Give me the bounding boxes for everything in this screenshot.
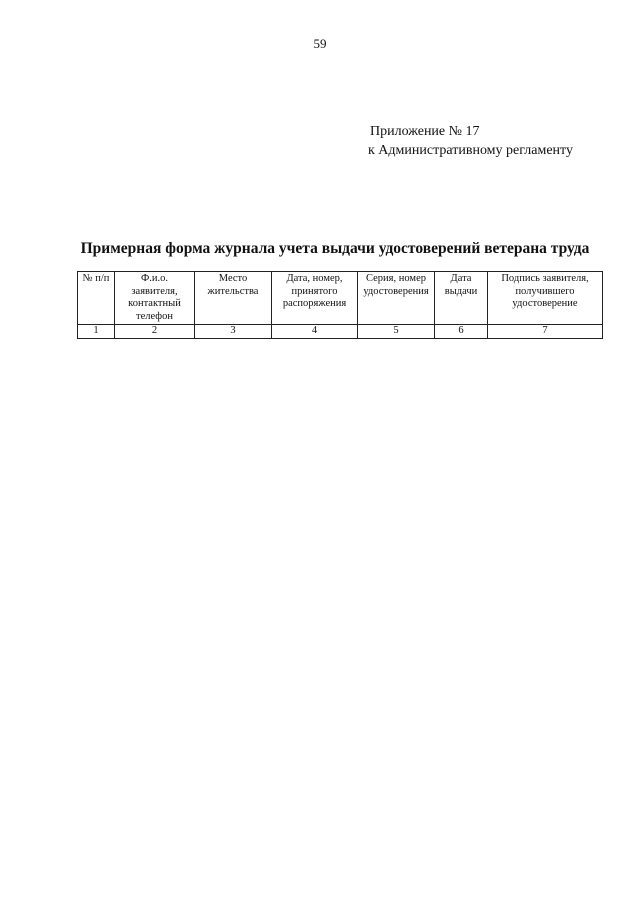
header-number: № п/п <box>78 272 115 325</box>
page-number: 59 <box>313 36 327 51</box>
column-number-cell: 7 <box>488 325 603 339</box>
document-title: Примерная форма журнала учета выдачи удостоверений ветерана труда <box>80 240 590 257</box>
column-number-cell: 5 <box>358 325 435 339</box>
column-number-cell: 3 <box>195 325 272 339</box>
header-residence: Место жительства <box>195 272 272 325</box>
header-certificate: Серия, номер удостоверения <box>358 272 435 325</box>
column-number-cell: 2 <box>115 325 195 339</box>
appendix-number: Приложение № 17 <box>370 124 480 139</box>
header-signature: Подпись заявителя, получившего удостоверение <box>488 272 603 325</box>
appendix-note <box>370 122 573 160</box>
table-row <box>78 325 603 339</box>
column-number-cell: 1 <box>78 325 115 339</box>
header-order: Дата, номер, принятого распоряжения <box>272 272 358 325</box>
column-number-cell: 4 <box>272 325 358 339</box>
header-issue-date: Дата выдачи <box>435 272 488 325</box>
table-header-row <box>78 272 603 325</box>
journal-table <box>77 271 603 339</box>
column-number-cell: 6 <box>435 325 488 339</box>
appendix-reference: к Административному регламенту <box>368 143 573 158</box>
header-applicant: Ф.и.о. заявителя, контактный телефон <box>115 272 195 325</box>
